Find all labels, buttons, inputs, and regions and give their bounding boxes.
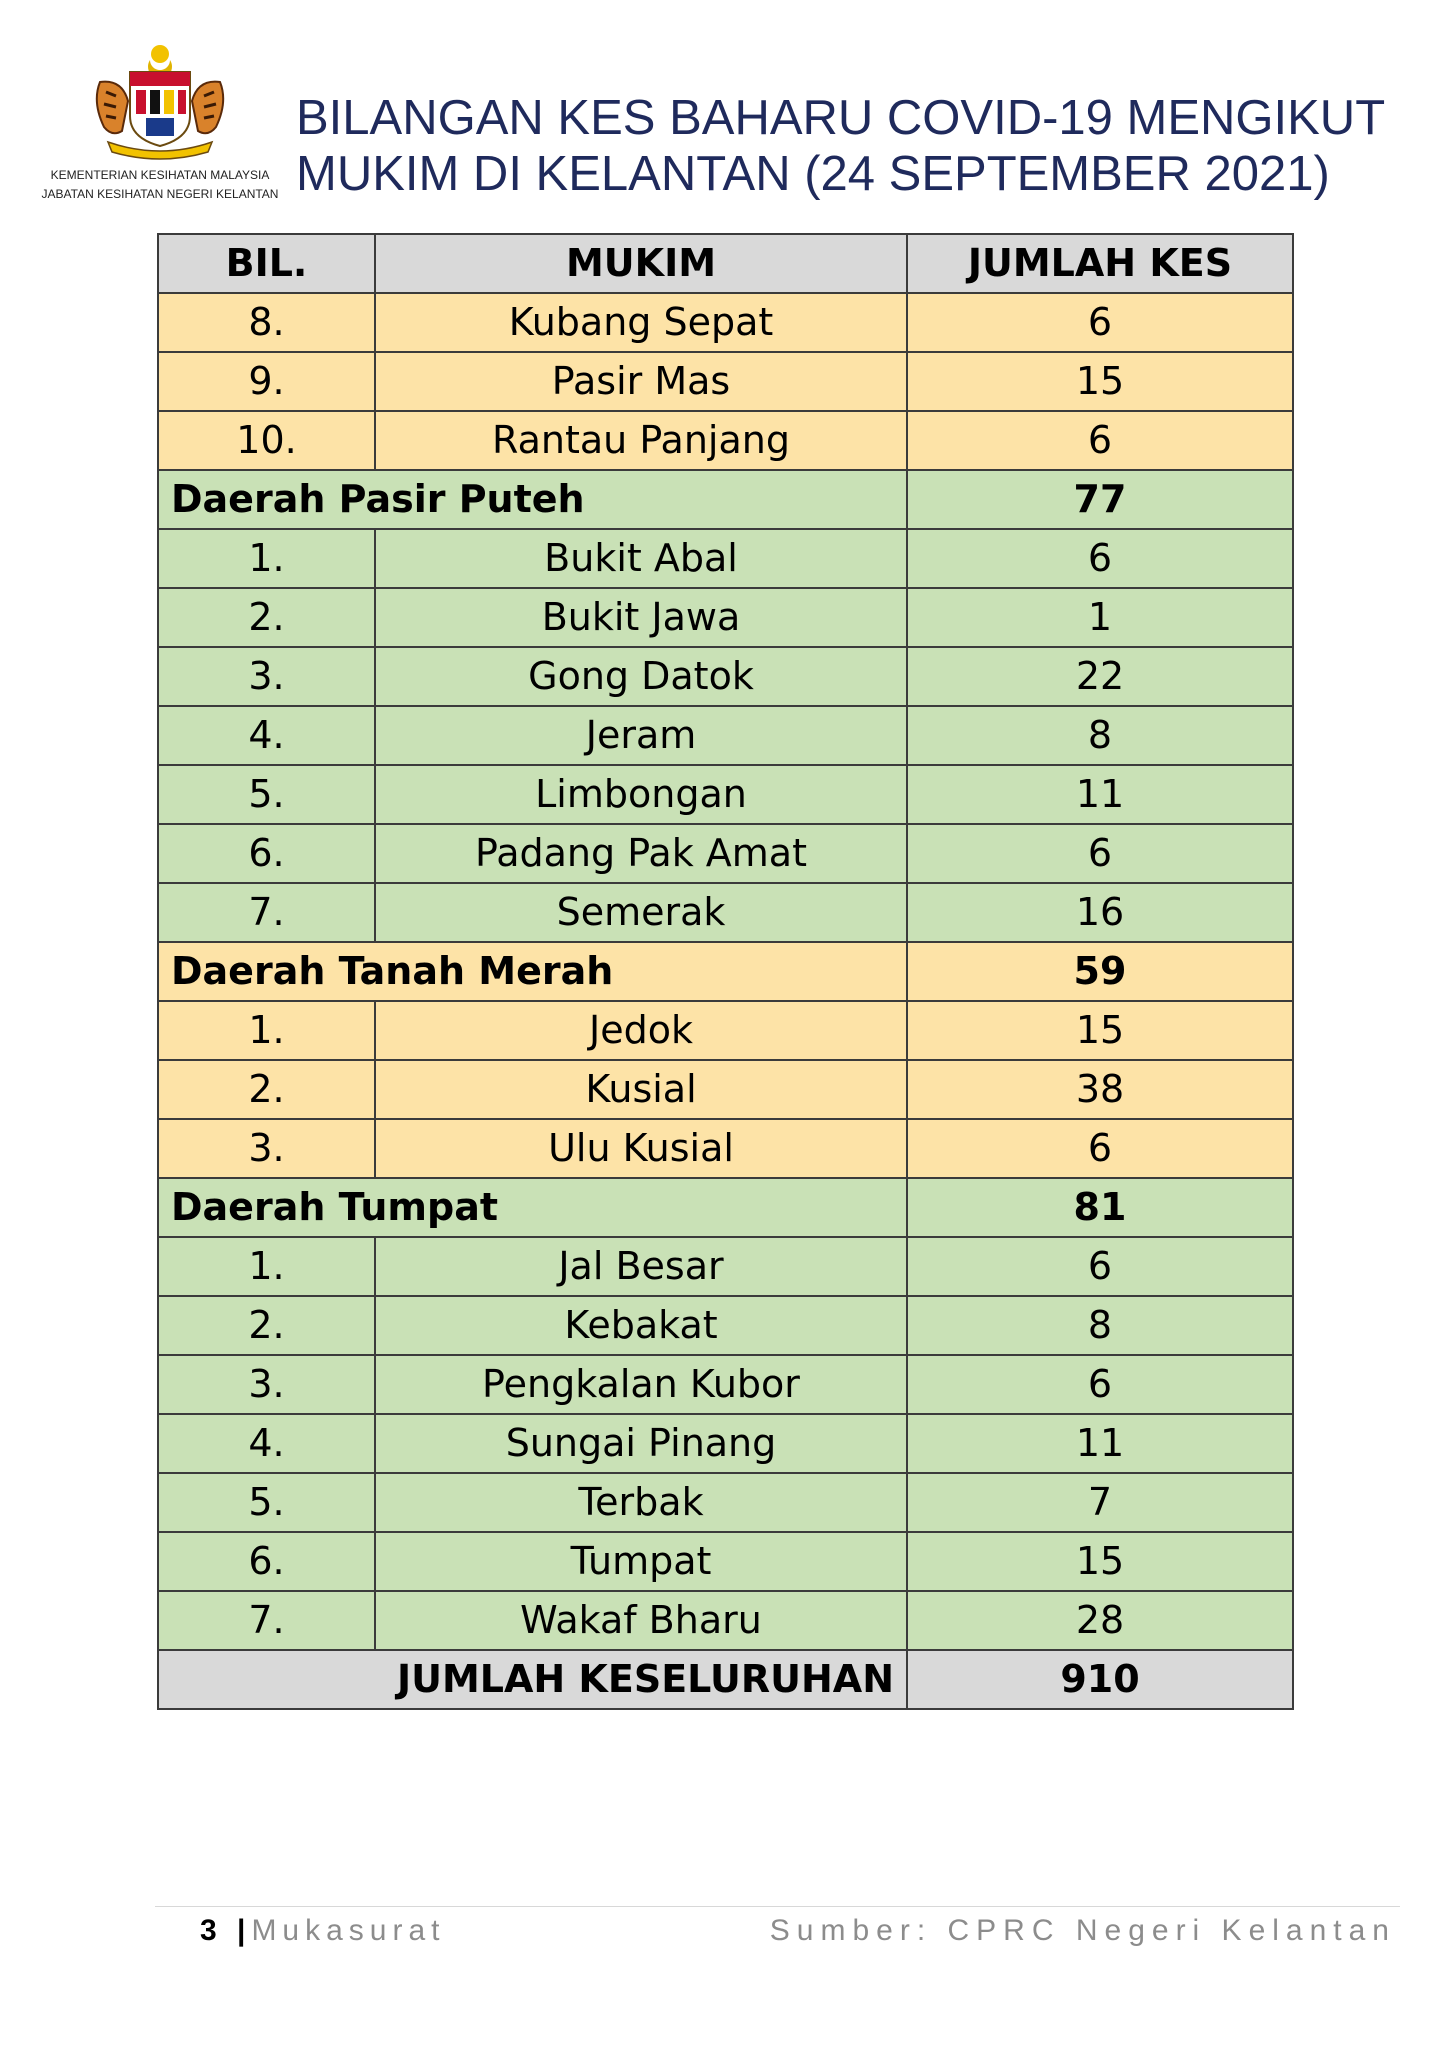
row-bil: 5.: [158, 1473, 375, 1532]
row-bil: 1.: [158, 1237, 375, 1296]
row-kes: 1: [907, 588, 1293, 647]
cases-table: [157, 233, 1294, 1710]
row-kes: 6: [907, 1355, 1293, 1414]
row-bil: 7.: [158, 1591, 375, 1650]
district-total: 81: [907, 1178, 1293, 1237]
row-mukim: Limbongan: [375, 765, 907, 824]
grand-total-value: 910: [907, 1650, 1293, 1709]
row-mukim: Rantau Panjang: [375, 411, 907, 470]
table-row: [158, 1532, 1293, 1591]
table-row: [158, 1001, 1293, 1060]
district-name: Daerah Tumpat: [158, 1178, 907, 1237]
row-kes: 38: [907, 1060, 1293, 1119]
table-row: [158, 293, 1293, 352]
table-row: [158, 1296, 1293, 1355]
row-kes: 11: [907, 1414, 1293, 1473]
row-bil: 6.: [158, 824, 375, 883]
row-mukim: Pasir Mas: [375, 352, 907, 411]
table-row: [158, 1473, 1293, 1532]
row-mukim: Ulu Kusial: [375, 1119, 907, 1178]
table-header-row: [158, 234, 1293, 293]
table-row: [158, 1355, 1293, 1414]
row-kes: 6: [907, 1119, 1293, 1178]
row-kes: 6: [907, 293, 1293, 352]
row-kes: 16: [907, 883, 1293, 942]
row-bil: 4.: [158, 706, 375, 765]
row-mukim: Jedok: [375, 1001, 907, 1060]
table-row: [158, 824, 1293, 883]
column-header-mukim: MUKIM: [375, 234, 907, 293]
district-name: Daerah Tanah Merah: [158, 942, 907, 1001]
district-total: 59: [907, 942, 1293, 1001]
row-bil: 4.: [158, 1414, 375, 1473]
row-bil: 2.: [158, 1296, 375, 1355]
row-kes: 6: [907, 1237, 1293, 1296]
row-kes: 6: [907, 824, 1293, 883]
row-bil: 6.: [158, 1532, 375, 1591]
department-name: JABATAN KESIHATAN NEGERI KELANTAN: [41, 187, 279, 201]
row-bil: 3.: [158, 1119, 375, 1178]
row-bil: 9.: [158, 352, 375, 411]
row-bil: 2.: [158, 588, 375, 647]
column-header-jumlah-kes: JUMLAH KES: [907, 234, 1293, 293]
row-mukim: Gong Datok: [375, 647, 907, 706]
row-bil: 7.: [158, 883, 375, 942]
page-separator: |: [237, 1914, 252, 1947]
column-header-bil: BIL.: [158, 234, 375, 293]
row-mukim: Jeram: [375, 706, 907, 765]
row-mukim: Padang Pak Amat: [375, 824, 907, 883]
page-number: 3: [200, 1914, 223, 1947]
row-kes: 8: [907, 706, 1293, 765]
table-row: [158, 765, 1293, 824]
row-bil: 1.: [158, 529, 375, 588]
title-line-1: BILANGAN KES BAHARU COVID-19 MENGIKUT: [296, 91, 1386, 145]
row-mukim: Semerak: [375, 883, 907, 942]
row-kes: 15: [907, 1001, 1293, 1060]
page-title: [296, 90, 1416, 202]
district-row-pasir-puteh: [158, 470, 1293, 529]
table-row: [158, 411, 1293, 470]
table-row: [158, 1414, 1293, 1473]
row-mukim: Kebakat: [375, 1296, 907, 1355]
page-label: Mukasurat: [251, 1914, 446, 1947]
source-note: Sumber: CPRC Negeri Kelantan: [769, 1914, 1396, 1947]
grand-total-row: [158, 1650, 1293, 1709]
row-mukim: Kubang Sepat: [375, 293, 907, 352]
row-mukim: Jal Besar: [375, 1237, 907, 1296]
district-row-tanah-merah: [158, 942, 1293, 1001]
row-mukim: Sungai Pinang: [375, 1414, 907, 1473]
row-bil: 1.: [158, 1001, 375, 1060]
row-kes: 6: [907, 529, 1293, 588]
row-kes: 11: [907, 765, 1293, 824]
table-row: [158, 529, 1293, 588]
row-mukim: Terbak: [375, 1473, 907, 1532]
coat-of-arms-icon: [80, 42, 240, 162]
row-mukim: Bukit Abal: [375, 529, 907, 588]
page-number-block: [200, 1914, 446, 1948]
row-mukim: Pengkalan Kubor: [375, 1355, 907, 1414]
table-row: [158, 352, 1293, 411]
row-kes: 22: [907, 647, 1293, 706]
district-total: 77: [907, 470, 1293, 529]
grand-total-label: JUMLAH KESELURUHAN: [158, 1650, 907, 1709]
row-mukim: Kusial: [375, 1060, 907, 1119]
table-row: [158, 1591, 1293, 1650]
row-mukim: Wakaf Bharu: [375, 1591, 907, 1650]
row-kes: 6: [907, 411, 1293, 470]
row-mukim: Tumpat: [375, 1532, 907, 1591]
row-bil: 2.: [158, 1060, 375, 1119]
table-row: [158, 1060, 1293, 1119]
table-row: [158, 1237, 1293, 1296]
footer-divider: [155, 1906, 1400, 1907]
table-row: [158, 883, 1293, 942]
row-kes: 15: [907, 352, 1293, 411]
row-bil: 10.: [158, 411, 375, 470]
row-kes: 7: [907, 1473, 1293, 1532]
ministry-logo-block: [30, 42, 290, 210]
table-row: [158, 706, 1293, 765]
row-bil: 5.: [158, 765, 375, 824]
row-kes: 28: [907, 1591, 1293, 1650]
row-kes: 15: [907, 1532, 1293, 1591]
row-bil: 3.: [158, 647, 375, 706]
district-name: Daerah Pasir Puteh: [158, 470, 907, 529]
row-mukim: Bukit Jawa: [375, 588, 907, 647]
table-row: [158, 647, 1293, 706]
district-row-tumpat: [158, 1178, 1293, 1237]
row-kes: 8: [907, 1296, 1293, 1355]
row-bil: 3.: [158, 1355, 375, 1414]
row-bil: 8.: [158, 293, 375, 352]
table-row: [158, 1119, 1293, 1178]
title-line-2: MUKIM DI KELANTAN (24 SEPTEMBER 2021): [296, 147, 1330, 201]
table-row: [158, 588, 1293, 647]
ministry-name: KEMENTERIAN KESIHATAN MALAYSIA: [50, 168, 270, 182]
